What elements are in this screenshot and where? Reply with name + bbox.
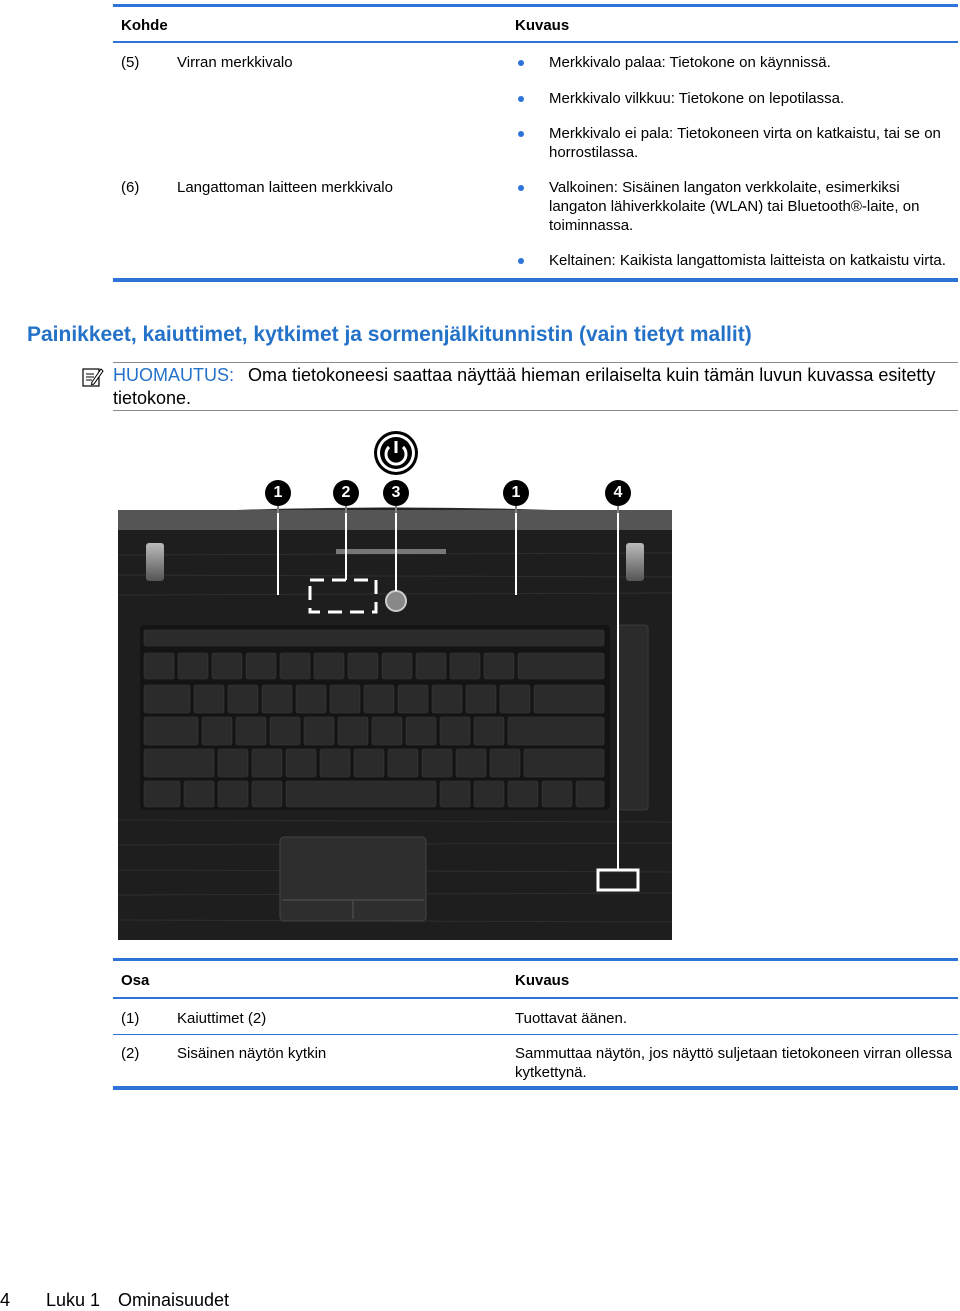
- table2-row1-num: (1): [121, 1010, 140, 1027]
- note-icon: [82, 366, 104, 388]
- callout-4: 4: [605, 480, 631, 506]
- table2-row1-name: Kaiuttimet (2): [177, 1010, 267, 1027]
- note-rule: [113, 410, 958, 411]
- chapter-label: Luku 1: [46, 1290, 101, 1310]
- page-number: 4: [0, 1290, 11, 1310]
- table1-header-kuvaus: Kuvaus: [515, 17, 570, 34]
- bullet-icon: [518, 185, 524, 191]
- table1-row6-bullet1: Valkoinen: Sisäinen langaton verkkolaite, esimerkiksi langaton lähiverkkolaite (WLAN) tai Bluetooth®-laite, on toiminnassa.: [549, 179, 920, 234]
- table1-row6-num: (6): [121, 179, 140, 196]
- callout-1-left: 1: [265, 480, 291, 506]
- table2-row2-desc: Sammuttaa näytön, jos näyttö suljetaan tietokoneen virran ollessa kytkettynä.: [515, 1045, 952, 1081]
- table1-row5-bullet2: Merkkivalo vilkkuu: Tietokone on lepotilassa.: [549, 90, 845, 107]
- section-heading-rule: [113, 362, 958, 363]
- table1-row6-bullet2: Keltainen: Kaikista langattomista laitteista on katkaistu virta.: [549, 252, 946, 269]
- table2-header-osa: Osa: [121, 972, 150, 989]
- table2-header-kuvaus: Kuvaus: [515, 972, 570, 989]
- table2-bottom-rule: [113, 1086, 958, 1090]
- callout-3: 3: [383, 480, 409, 506]
- table1-top-rule: [113, 4, 958, 7]
- bullet-icon: [518, 131, 524, 137]
- table1-row5-bullet3: Merkkivalo ei pala: Tietokoneen virta on katkaistu, tai se on horrostilassa.: [549, 125, 941, 161]
- table1-bottom-rule: [113, 278, 958, 282]
- note-text: Oma tietokoneesi saattaa näyttää hieman erilaiselta kuin tämän luvun kuvassa esitetty tietokone.: [113, 365, 936, 408]
- note: [113, 364, 958, 410]
- table1-row6-name: Langattoman laitteen merkkivalo: [177, 179, 393, 196]
- table2-row-rule: [113, 1034, 958, 1035]
- table2-row2-num: (2): [121, 1045, 140, 1062]
- table2-row2-name: Sisäinen näytön kytkin: [177, 1045, 327, 1062]
- table1-header-rule: [113, 41, 958, 43]
- bullet-icon: [518, 60, 524, 66]
- callout-2: 2: [333, 480, 359, 506]
- note-label: HUOMAUTUS:: [113, 365, 234, 385]
- power-icon: [374, 431, 418, 475]
- table1-row5-name: Virran merkkivalo: [177, 54, 293, 71]
- callout-1-right: 1: [503, 480, 529, 506]
- table2-row1-desc: Tuottavat äänen.: [515, 1010, 628, 1027]
- table2-top-rule: [113, 958, 958, 961]
- table1-header-kohde: Kohde: [121, 17, 168, 34]
- chapter-title: Ominaisuudet: [118, 1290, 230, 1310]
- table1-row5-num: (5): [121, 54, 140, 71]
- table2-header-rule: [113, 997, 958, 999]
- section-heading: Painikkeet, kaiuttimet, kytkimet ja sormenjälkitunnistin (vain tietyt mallit): [27, 323, 752, 346]
- bullet-icon: [518, 258, 524, 264]
- table1-row5-bullet1: Merkkivalo palaa: Tietokone on käynnissä.: [549, 54, 831, 71]
- bullet-icon: [518, 96, 524, 102]
